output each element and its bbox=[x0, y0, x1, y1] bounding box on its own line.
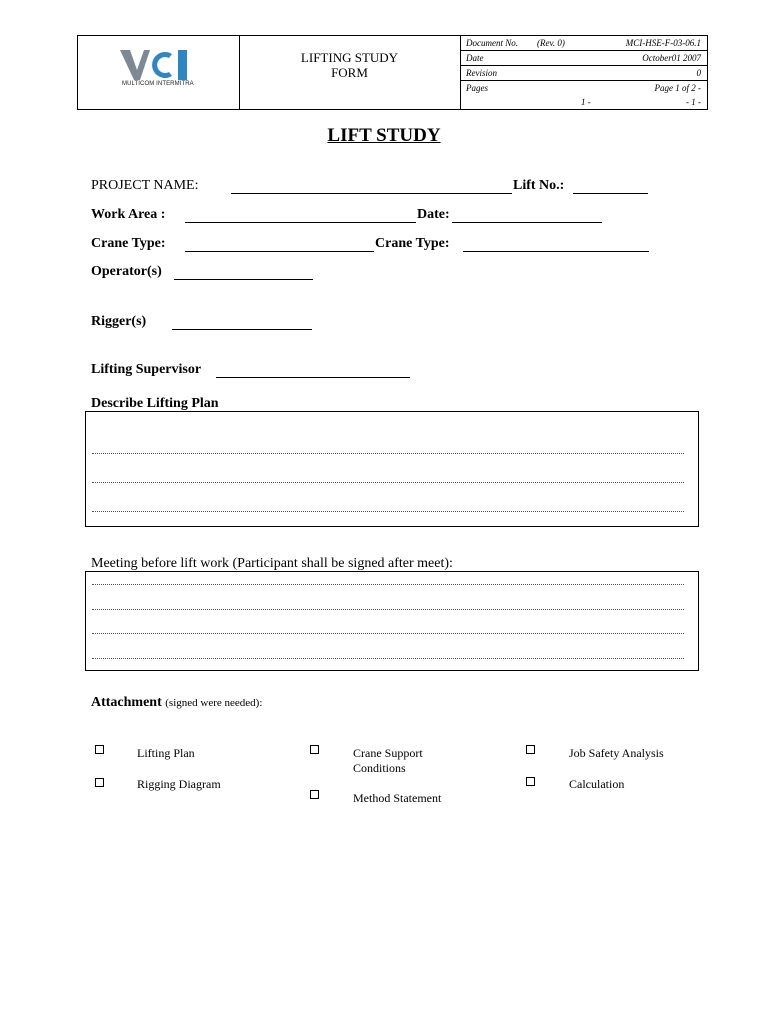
lifting-supervisor-field[interactable] bbox=[216, 377, 410, 378]
crane-support-line1: Crane Support bbox=[353, 746, 423, 760]
operators-field[interactable] bbox=[174, 279, 313, 280]
pages-value: Page 1 of 2 - bbox=[654, 83, 701, 93]
method-statement-label: Method Statement bbox=[353, 791, 442, 805]
rigging-diagram-checkbox[interactable] bbox=[95, 778, 104, 787]
date-field[interactable] bbox=[452, 222, 602, 223]
project-name-field[interactable] bbox=[231, 193, 512, 194]
meeting-before-lift-label: Meeting before lift work (Participant shall be signed after meet): bbox=[91, 556, 453, 571]
document-no-label: Document No. bbox=[466, 38, 518, 48]
riggers-field[interactable] bbox=[172, 329, 312, 330]
work-area-label: Work Area : bbox=[91, 207, 166, 222]
dotted-line bbox=[92, 511, 684, 512]
calculation-checkbox[interactable] bbox=[526, 777, 535, 786]
attachment-label: Attachment bbox=[91, 695, 162, 710]
document-meta bbox=[461, 36, 707, 109]
dotted-line bbox=[92, 482, 684, 483]
revision-label: Revision bbox=[466, 68, 497, 78]
company-logo bbox=[120, 48, 196, 82]
job-safety-analysis-label: Job Safety Analysis bbox=[569, 746, 664, 760]
page-title: LIFT STUDY bbox=[327, 125, 441, 146]
document-header bbox=[77, 35, 708, 110]
document-no-value: MCI-HSE-F-03-06.1 bbox=[625, 38, 701, 48]
lifting-plan-label: Lifting Plan bbox=[137, 746, 195, 760]
crane-support-checkbox[interactable] bbox=[310, 745, 319, 754]
lifting-plan-box[interactable] bbox=[85, 411, 699, 527]
project-name-label: PROJECT NAME: bbox=[91, 178, 199, 193]
describe-lifting-plan-label: Describe Lifting Plan bbox=[91, 396, 219, 411]
form-title-line1: LIFTING STUDY bbox=[300, 50, 399, 65]
rigging-diagram-label: Rigging Diagram bbox=[137, 777, 221, 791]
meta-row-pages bbox=[461, 81, 707, 111]
meta-row-document-no bbox=[461, 36, 707, 51]
form-title-cell bbox=[239, 36, 461, 109]
riggers-label: Rigger(s) bbox=[91, 314, 147, 329]
attachment-heading bbox=[91, 695, 262, 711]
meta-row-date bbox=[461, 51, 707, 66]
dotted-line bbox=[92, 658, 684, 659]
dotted-line bbox=[92, 633, 684, 634]
lifting-plan-checkbox[interactable] bbox=[95, 745, 104, 754]
logo-text: MULTICOM INTERMITRA bbox=[122, 81, 194, 87]
dotted-line bbox=[92, 453, 684, 454]
rev-label: (Rev. 0) bbox=[537, 38, 565, 48]
crane-support-label bbox=[353, 746, 423, 776]
crane-type-field-1[interactable] bbox=[185, 251, 374, 252]
pages-sub-left: 1 - bbox=[581, 97, 591, 107]
job-safety-analysis-checkbox[interactable] bbox=[526, 745, 535, 754]
calculation-label: Calculation bbox=[569, 777, 625, 791]
revision-value: 0 bbox=[696, 68, 701, 78]
logo-cell bbox=[78, 36, 240, 109]
dotted-line bbox=[92, 609, 684, 610]
date-label: Date bbox=[466, 53, 484, 63]
dotted-line bbox=[92, 584, 684, 585]
crane-type-field-2[interactable] bbox=[463, 251, 649, 252]
crane-support-line2: Conditions bbox=[353, 761, 406, 775]
lifting-supervisor-label: Lifting Supervisor bbox=[91, 362, 202, 377]
attachment-note: (signed were needed): bbox=[165, 697, 263, 709]
pages-label: Pages bbox=[466, 83, 488, 93]
lift-no-field[interactable] bbox=[573, 193, 648, 194]
work-area-field[interactable] bbox=[185, 222, 416, 223]
crane-type-label-2: Crane Type: bbox=[375, 236, 450, 251]
meta-row-revision bbox=[461, 66, 707, 81]
date-value: October01 2007 bbox=[642, 53, 701, 63]
pages-sub-right: - 1 - bbox=[686, 97, 701, 107]
form-title-line2: FORM bbox=[331, 65, 368, 80]
crane-type-label-1: Crane Type: bbox=[91, 236, 166, 251]
method-statement-checkbox[interactable] bbox=[310, 790, 319, 799]
operators-label: Operator(s) bbox=[91, 264, 162, 279]
date-label: Date: bbox=[417, 207, 450, 222]
meeting-participants-box[interactable] bbox=[85, 571, 699, 671]
lift-no-label: Lift No.: bbox=[513, 178, 565, 193]
